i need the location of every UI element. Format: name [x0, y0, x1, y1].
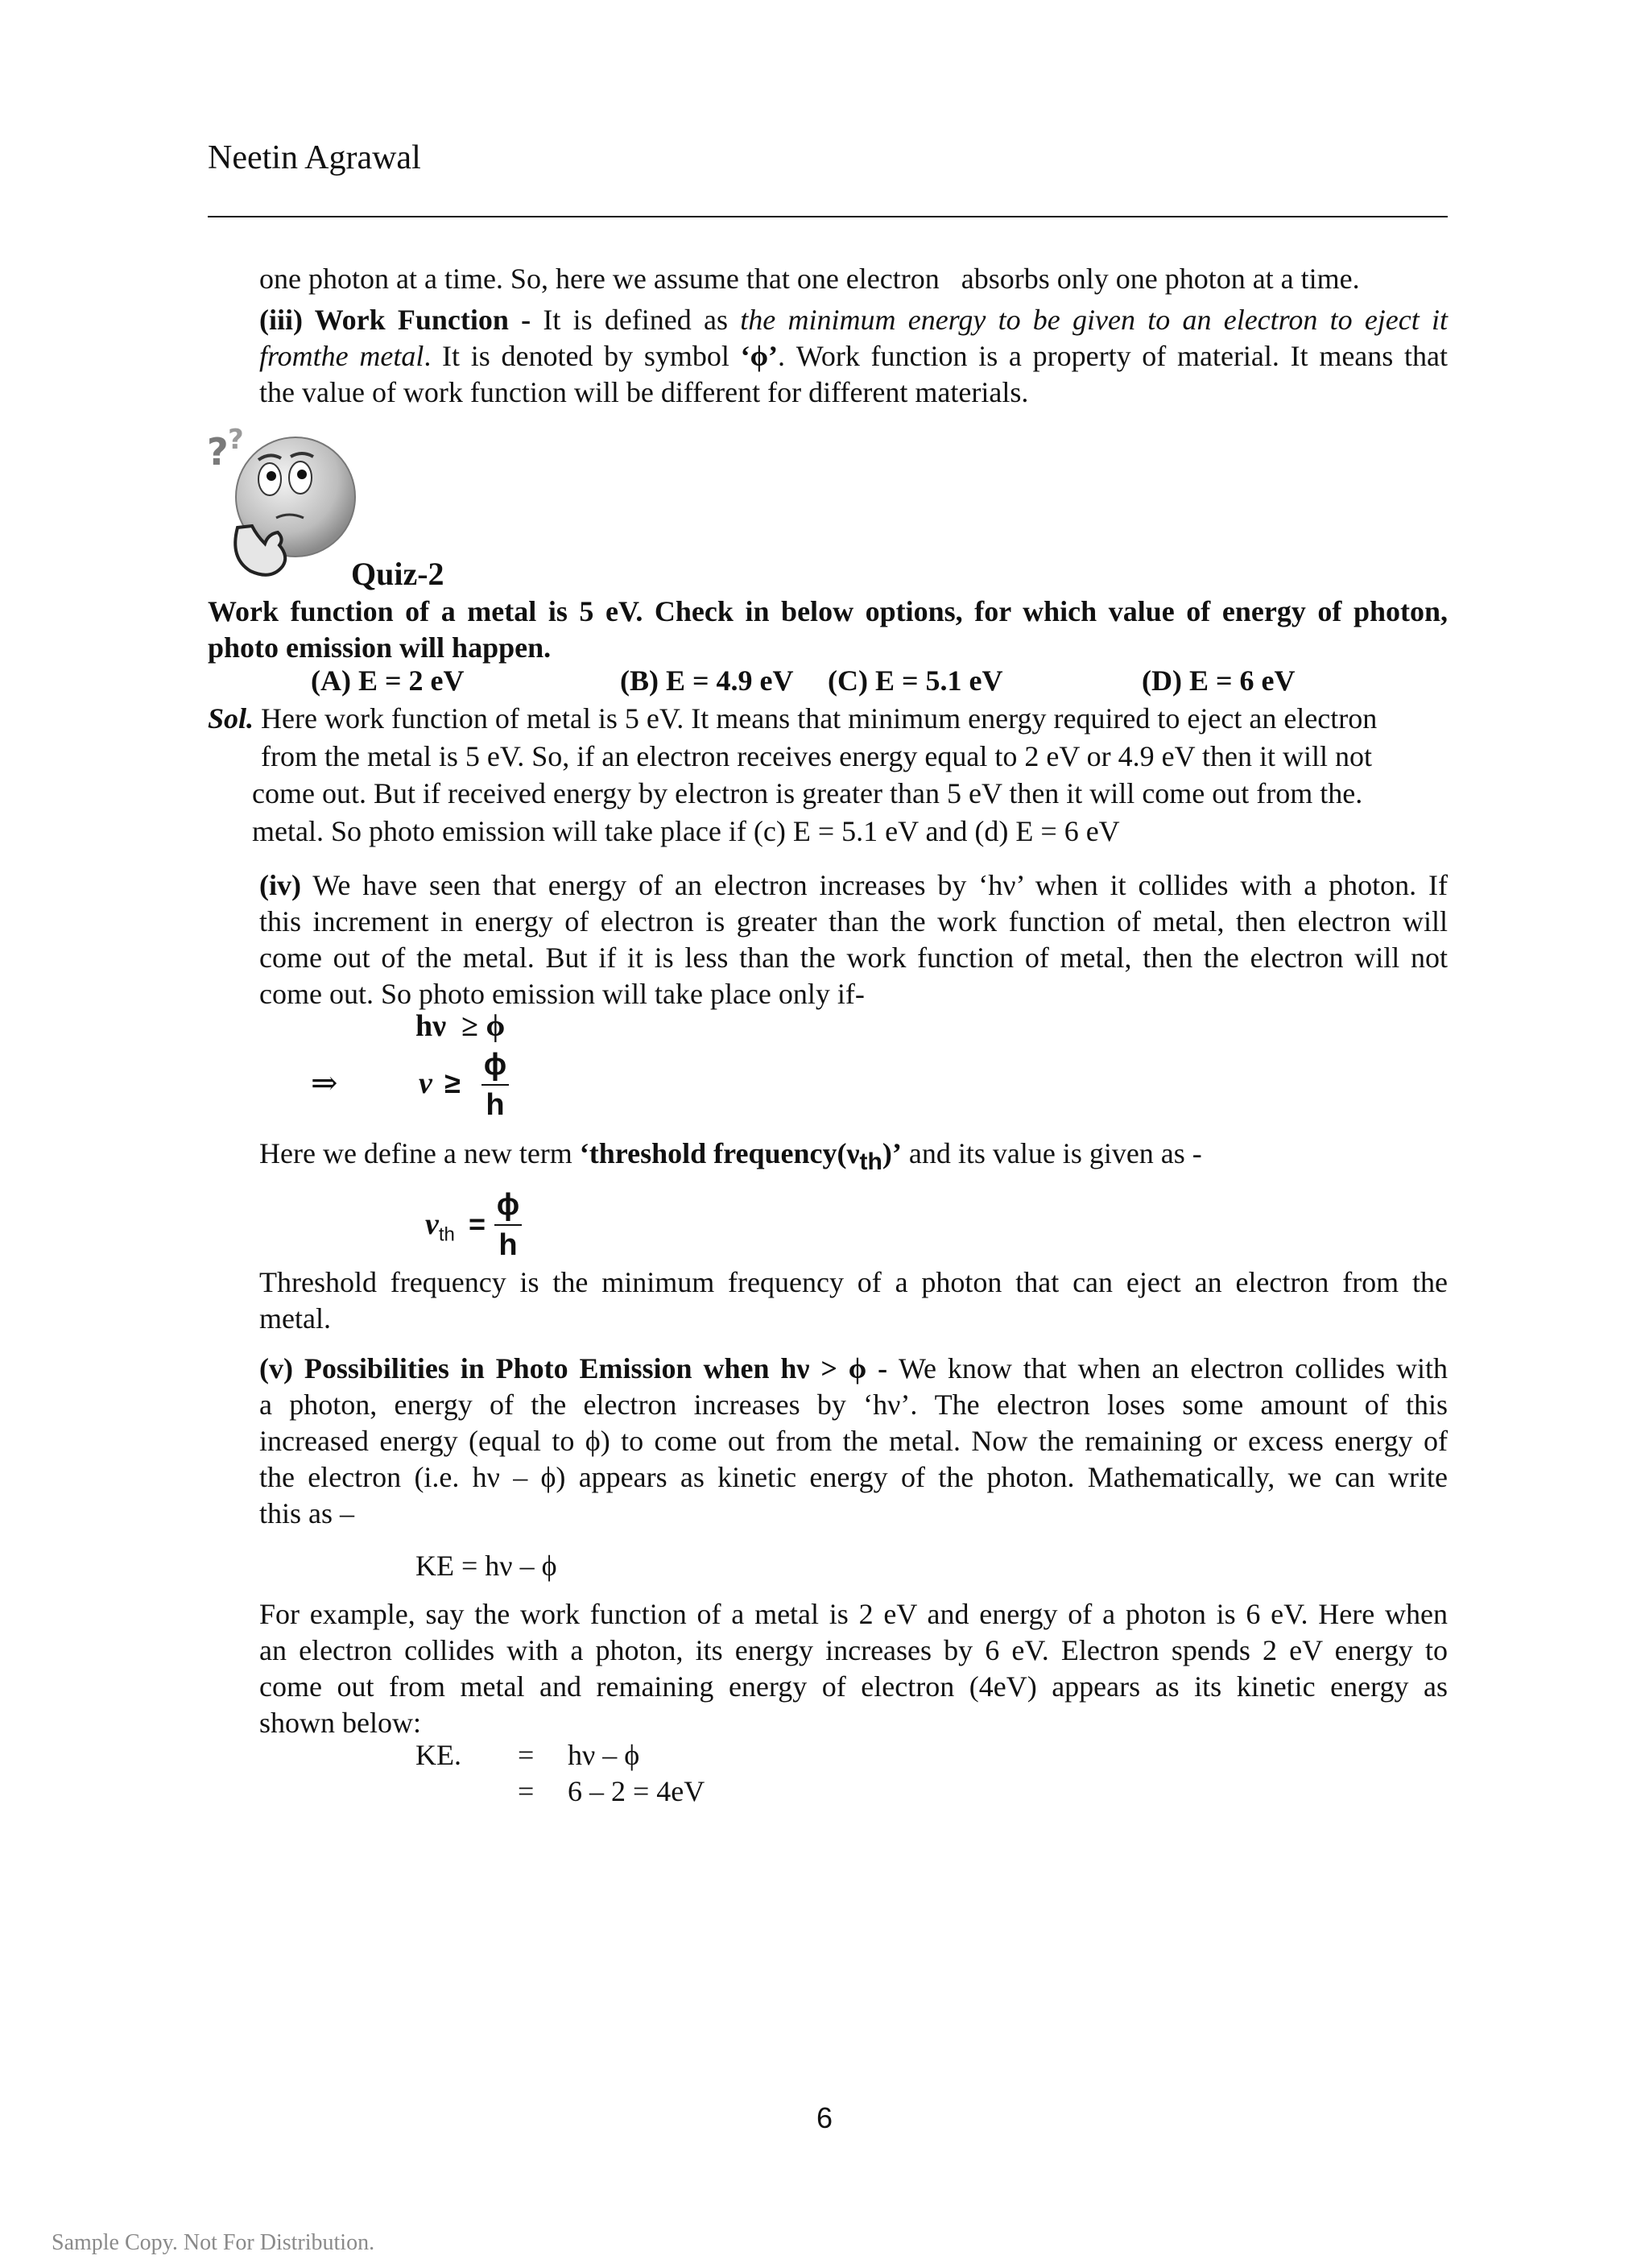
fraction-bar: [481, 1084, 509, 1086]
calc-rhs-2: 6 – 2 = 4eV: [568, 1775, 705, 1807]
quiz-option-d[interactable]: (D) E = 6 eV: [1142, 664, 1296, 697]
equation-nu-lhs: ν: [419, 1066, 432, 1100]
header-rule: [208, 216, 1448, 217]
threshold-definition: Here we define a new term ‘threshold $frequency(\nu_{th})$’ and its value is given as -: [259, 1137, 1202, 1176]
quiz-option-b[interactable]: (B) E = 4.9 eV: [620, 664, 794, 697]
implies-arrow: ⇒: [311, 1065, 338, 1101]
work-function-label: (iii) Work Function -: [259, 304, 531, 336]
fraction-phi-over-h: [481, 1047, 509, 1123]
equation-nu-th: $\nu_{th}$: [425, 1207, 455, 1246]
quiz-title: Quiz-2: [351, 556, 444, 592]
thinking-face-icon: [205, 423, 358, 584]
equation-equals-sign: =: [469, 1207, 486, 1240]
sample-copy-watermark: Sample Copy. Not For Distribution.: [52, 2230, 375, 2255]
quiz-option-c[interactable]: (C) E = 5.1 eV: [828, 664, 1003, 697]
ke-equation: KE = hν – ϕ: [415, 1550, 557, 1582]
phi-symbol: ‘ϕ’: [740, 340, 779, 372]
page-number: 6: [816, 2101, 833, 2134]
fraction-denominator: h: [486, 1088, 505, 1122]
example-paragraph: For example, say the work function of a metal is 2 eV and energy of a photon is 6 eV. Here when an electron collides with a photon, its energy increases by 6 eV. Electron spends 2 eV energy to come out from metal and remaining energy of electron (4eV) appears as its kinetic energy as shown below:: [259, 1598, 1448, 1739]
fraction-denominator: h: [498, 1228, 518, 1262]
fraction-bar: [494, 1224, 522, 1226]
solution-line-1: Sol. Here work function of metal is 5 eV. It means that minimum energy required to eject an electron: [208, 702, 1378, 735]
section-iv-paragraph: (iv) We have seen that energy of an electron increases by ‘hν’ when it collides with a photon. If this increment in energy of electron is greater than the work function of metal, then electron will come out of the metal. But if it is less than the work function of metal, then the electron will not come out. So photo emission will take place only if-: [259, 869, 1448, 1010]
calc-equals-2: =: [518, 1775, 535, 1807]
running-header: Neetin Agrawal: [208, 139, 421, 176]
fraction-numerator: ϕ: [496, 1188, 520, 1222]
section-iv-label: (iv): [259, 869, 301, 901]
fraction-numerator: ϕ: [483, 1048, 507, 1082]
intro-line: one photon at a time. So, here we assume that one electron absorbs only one photon at a time.: [259, 263, 1360, 295]
solution-line-2: from the metal is 5 eV. So, if an electron receives energy equal to 2 eV or 4.9 eV then it will not: [261, 740, 1372, 772]
calc-equals-1: =: [518, 1739, 535, 1771]
section-v-paragraph: (v) Possibilities in Photo Emission when hν > ϕ - We know that when an electron collides with a photon, energy of the electron increases by ‘hν’. The electron loses some amount of this increased energy (equal to ϕ) to come out from the metal. Now the remaining or excess energy of the electron (i.e. hν – ϕ) appears as kinetic energy of the photon. Mathematically, we can write this as –: [259, 1352, 1448, 1529]
work-function-paragraph: (iii) Work Function - It is defined as the minimum energy to be given to an electron to eject it fromthe metal. It is denoted by symbol ‘ϕ’. Work function is a property of material. It means that the value of work function will be different for different materials.: [259, 304, 1449, 408]
section-v-label: (v) Possibilities in Photo Emission when hν > ϕ -: [259, 1352, 888, 1384]
solution-line-4: metal. So photo emission will take place if (c) E = 5.1 eV and (d) E = 6 eV: [252, 815, 1120, 847]
calc-lhs: KE.: [415, 1739, 461, 1771]
equation-h-nu-ge-phi: hν ≥ ϕ: [415, 1009, 506, 1043]
threshold-term: ‘threshold $frequency(\nu_{th})$’: [579, 1137, 902, 1176]
threshold-frequency-paragraph: Threshold frequency is the minimum frequency of a photon that can eject an electron from the metal.: [259, 1266, 1448, 1335]
svg-text:?: ?: [207, 430, 229, 474]
quiz-question: Work function of a metal is 5 eV. Check in below options, for which value of energy of photon, photo emission will happen.: [208, 595, 1448, 664]
solution-line-3: come out. But if received energy by electron is greater than 5 eV then it will come out from the.: [252, 777, 1363, 809]
solution-label: Sol.: [208, 702, 254, 735]
svg-text:?: ?: [228, 424, 244, 456]
fraction-phi-over-h-threshold: [494, 1187, 522, 1263]
equation-ge-sign: ≥: [444, 1066, 461, 1099]
calc-rhs-1: hν – ϕ: [568, 1739, 640, 1771]
quiz-option-a[interactable]: (A) E = 2 eV: [311, 664, 465, 697]
